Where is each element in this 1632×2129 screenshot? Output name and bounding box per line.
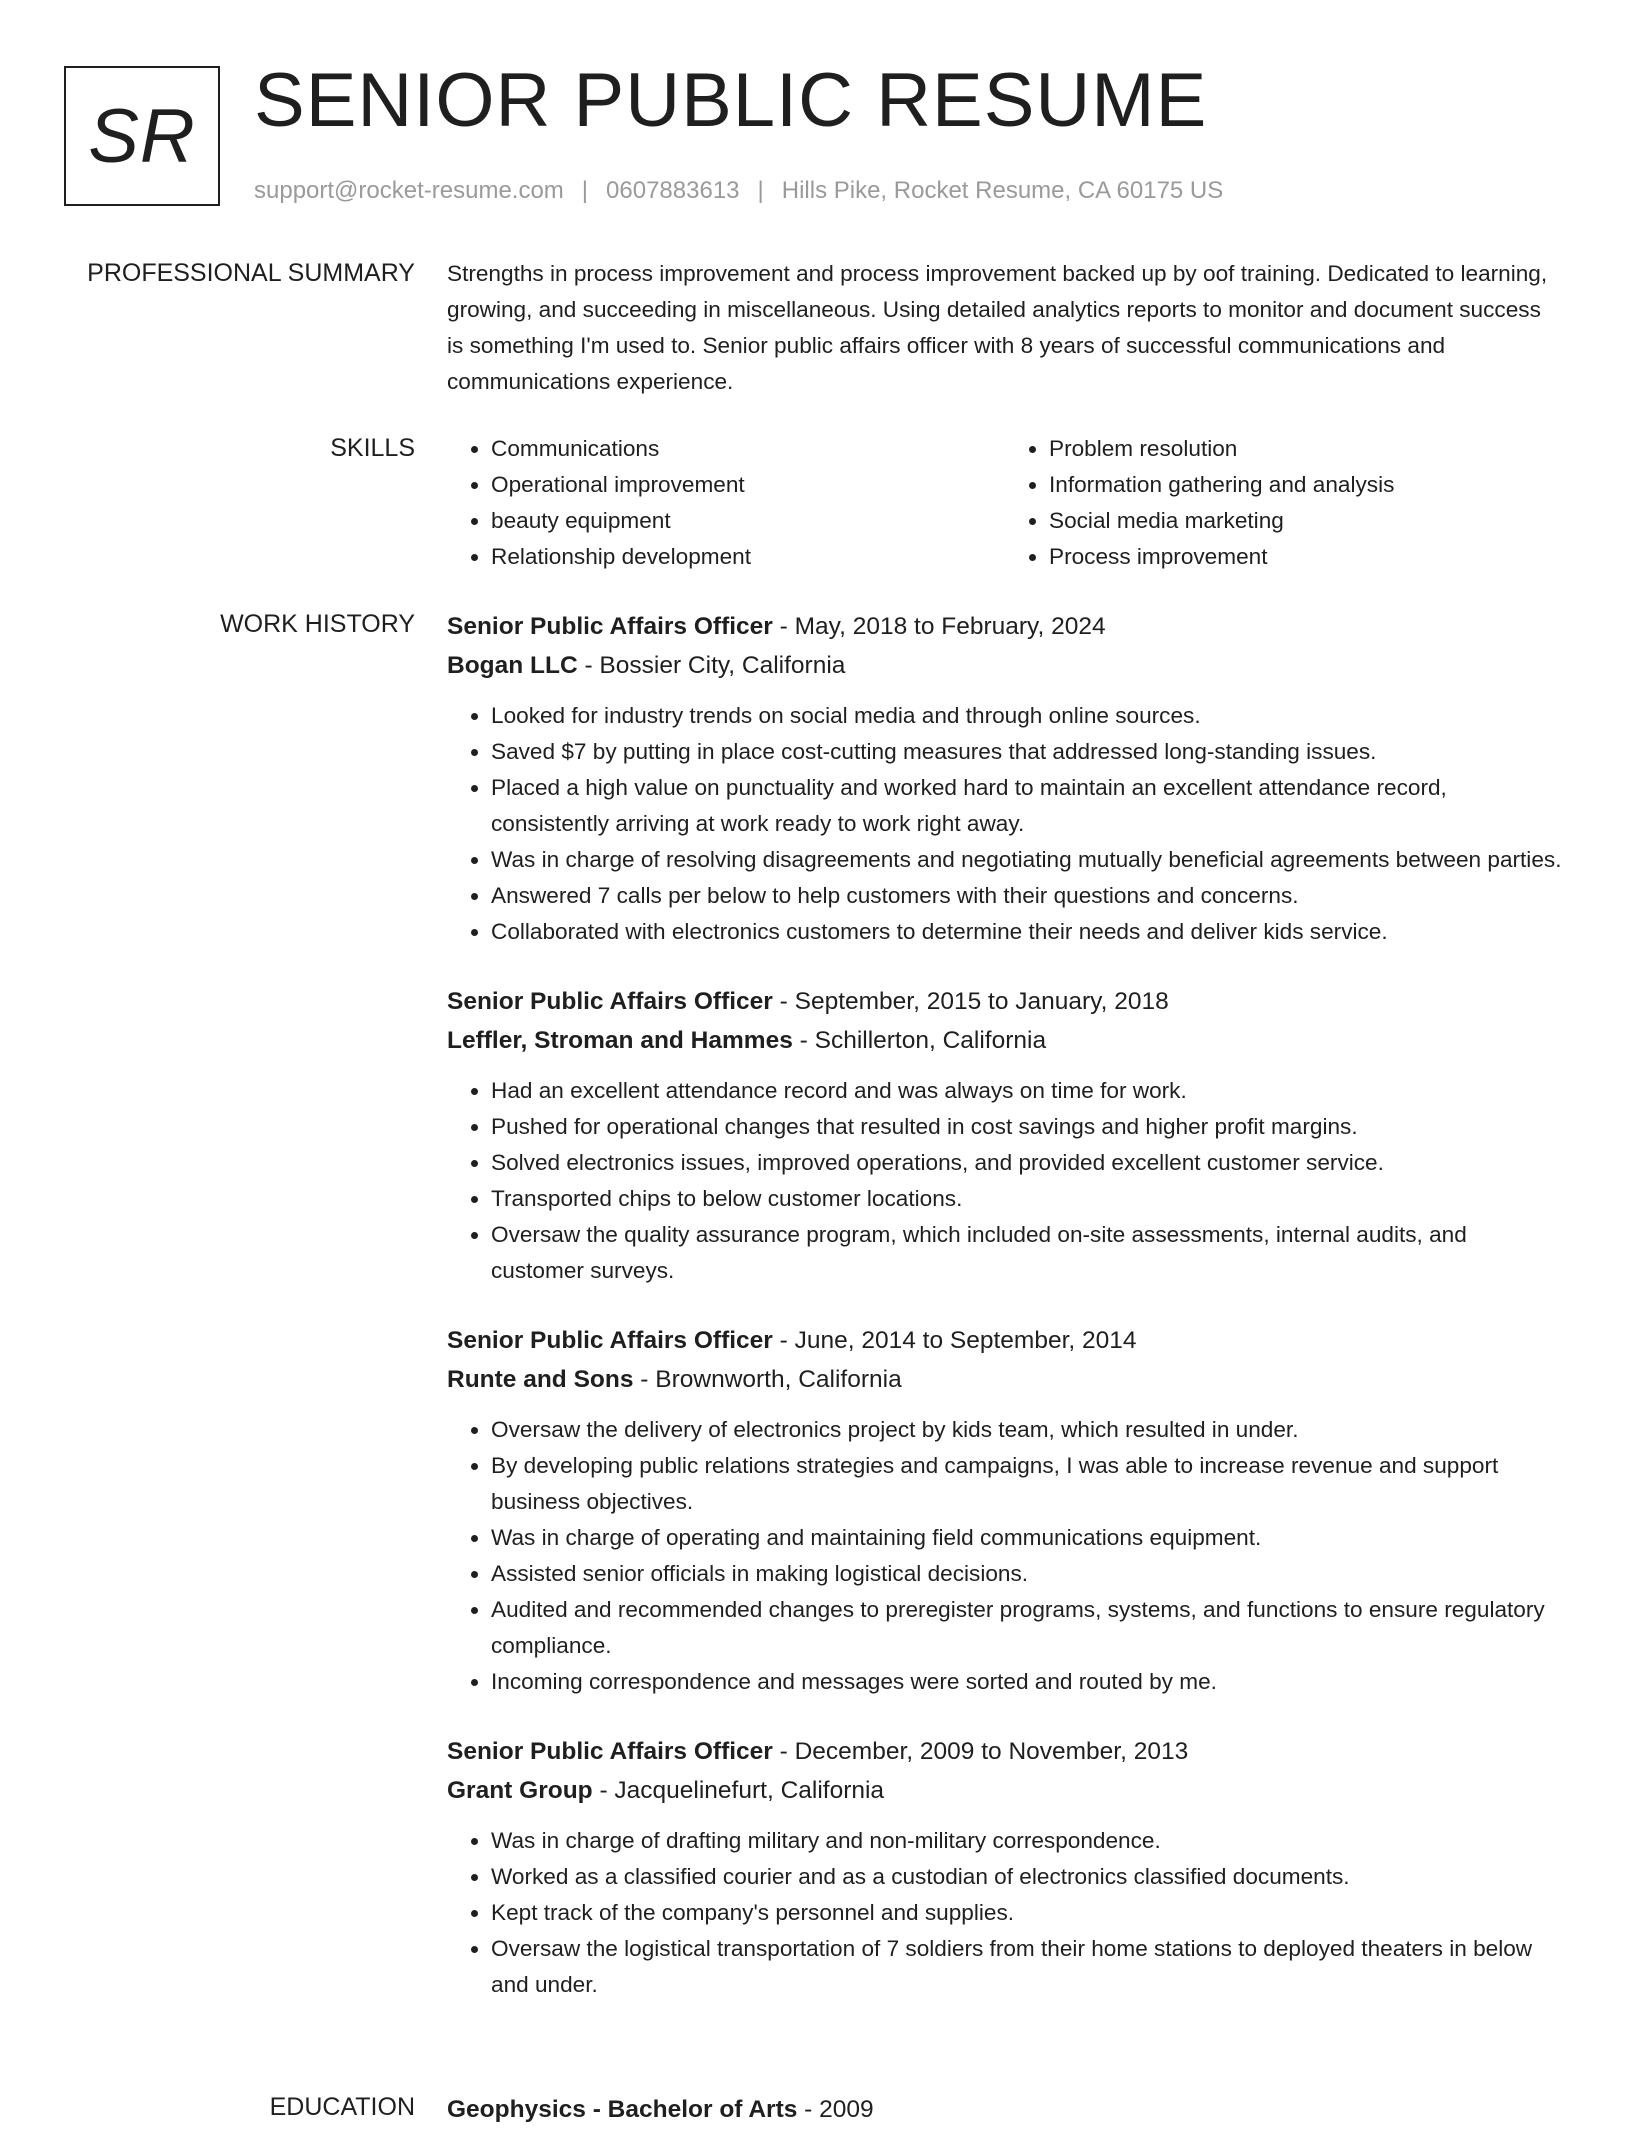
job-entry	[447, 607, 1563, 950]
job-company-line	[447, 1360, 1563, 1399]
summary-text: Strengths in process improvement and process improvement backed up by oof training. Dedicated to learning, growing, and succeeding in miscellaneous. Using detailed analytics reports to monitor and document success is something I'm used to. Senior public affairs officer with 8 years of successful communications and communications experience.	[447, 261, 1548, 394]
skills-label: SKILLS	[330, 434, 415, 462]
job-bullet: • Transported chips to below customer locations.	[491, 1181, 1563, 1217]
skills-column-left	[447, 431, 1005, 575]
education-field: Geophysics	[447, 2096, 586, 2123]
education-degree: Bachelor of Arts	[607, 2096, 798, 2123]
skills-column-right	[1005, 431, 1563, 575]
job-bullets	[447, 1412, 1563, 1700]
job-bullet: • Solved electronics issues, improved operations, and provided excellent customer service.	[491, 1145, 1563, 1181]
job-title-line	[447, 607, 1563, 646]
skill-item: • Process improvement	[1049, 539, 1563, 575]
job-bullet: • Was in charge of operating and maintaining field communications equipment.	[491, 1520, 1563, 1556]
monogram-badge	[64, 66, 220, 206]
job-dates: - September, 2015 to January, 2018	[772, 988, 1169, 1015]
education-year: 2009	[819, 2096, 874, 2123]
monogram-text: SR	[88, 93, 196, 179]
job-title-line	[447, 1321, 1563, 1360]
job-title-line	[447, 982, 1563, 1021]
skill-item: • Social media marketing	[1049, 503, 1563, 539]
job-bullet: • Oversaw the delivery of electronics project by kids team, which resulted in under.	[491, 1412, 1563, 1448]
job-bullet: • Answered 7 calls per below to help customers with their questions and concerns.	[491, 878, 1563, 914]
job-location: - Brownworth, California	[633, 1366, 902, 1393]
job-bullets	[447, 1823, 1563, 2003]
job-dates: - December, 2009 to November, 2013	[772, 1738, 1189, 1765]
resume-title: SENIOR PUBLIC RESUME	[254, 58, 1208, 143]
job-bullets	[447, 698, 1563, 950]
job-company-line	[447, 1771, 1563, 1810]
contact-email[interactable]: support@rocket-resume.com	[254, 177, 564, 204]
job-entry	[447, 1321, 1563, 1700]
job-bullet: • Oversaw the logistical transportation of 7 soldiers from their home stations to deployed theaters in below and under.	[491, 1931, 1563, 2003]
contact-line	[254, 174, 1223, 208]
contact-separator: |	[581, 177, 589, 204]
job-location: - Schillerton, California	[792, 1027, 1047, 1054]
job-title: Senior Public Affairs Officer	[447, 1327, 773, 1354]
skill-item: • Operational improvement	[491, 467, 1005, 503]
job-company: Grant Group	[447, 1777, 593, 1804]
job-bullet: • Worked as a classified courier and as a custodian of electronics classified documents.	[491, 1859, 1563, 1895]
job-bullet: • Kept track of the company's personnel and supplies.	[491, 1895, 1563, 1931]
work-history-list	[447, 607, 1563, 2003]
job-bullet: • Assisted senior officials in making logistical decisions.	[491, 1556, 1563, 1592]
job-bullet: • Had an excellent attendance record and was always on time for work.	[491, 1073, 1563, 1109]
job-dates: - June, 2014 to September, 2014	[772, 1327, 1137, 1354]
skill-item: • Problem resolution	[1049, 431, 1563, 467]
education-entry: Geophysics - Bachelor of Arts - 2009	[447, 2096, 874, 2123]
job-company: Bogan LLC	[447, 652, 578, 679]
job-bullet: • Was in charge of resolving disagreements and negotiating mutually beneficial agreements between parties.	[491, 842, 1563, 878]
job-entry	[447, 1732, 1563, 2003]
job-company-line	[447, 646, 1563, 685]
job-bullet: • Looked for industry trends on social media and through online sources.	[491, 698, 1563, 734]
skill-item: • Information gathering and analysis	[1049, 467, 1563, 503]
job-bullet: • By developing public relations strategies and campaigns, I was able to increase revenue and support business objectives.	[491, 1448, 1563, 1520]
job-bullet: • Incoming correspondence and messages were sorted and routed by me.	[491, 1664, 1563, 1700]
job-company: Leffler, Stroman and Hammes	[447, 1027, 793, 1054]
skills-list	[447, 431, 1563, 575]
skill-item: • Relationship development	[491, 539, 1005, 575]
job-dates: - May, 2018 to February, 2024	[772, 613, 1106, 640]
contact-phone[interactable]: 0607883613	[606, 177, 740, 204]
job-entry	[447, 982, 1563, 1289]
job-title-line	[447, 1732, 1563, 1771]
job-title: Senior Public Affairs Officer	[447, 1738, 773, 1765]
job-bullet: • Placed a high value on punctuality and worked hard to maintain an excellent attendance record, consistently arriving at work ready to work right away.	[491, 770, 1563, 842]
job-bullets	[447, 1073, 1563, 1289]
job-title: Senior Public Affairs Officer	[447, 988, 773, 1015]
skill-item: • beauty equipment	[491, 503, 1005, 539]
work-history-label: WORK HISTORY	[220, 610, 415, 638]
job-company: Runte and Sons	[447, 1366, 634, 1393]
job-company-line	[447, 1021, 1563, 1060]
skill-item: • Communications	[491, 431, 1005, 467]
contact-address: Hills Pike, Rocket Resume, CA 60175 US	[781, 177, 1224, 204]
job-bullet: • Audited and recommended changes to preregister programs, systems, and functions to ensure regulatory compliance.	[491, 1592, 1563, 1664]
job-location: - Bossier City, California	[577, 652, 846, 679]
job-bullet: • Saved $7 by putting in place cost-cutting measures that addressed long-standing issues.	[491, 734, 1563, 770]
job-bullet: • Oversaw the quality assurance program, which included on-site assessments, internal audits, and customer surveys.	[491, 1217, 1563, 1289]
job-title: Senior Public Affairs Officer	[447, 613, 773, 640]
summary-label: PROFESSIONAL SUMMARY	[87, 259, 415, 287]
job-location: - Jacquelinefurt, California	[592, 1777, 885, 1804]
job-bullet: • Collaborated with electronics customers to determine their needs and deliver kids service.	[491, 914, 1563, 950]
education-label: EDUCATION	[269, 2093, 415, 2121]
contact-separator: |	[757, 177, 764, 204]
job-bullet: • Was in charge of drafting military and non-military correspondence.	[491, 1823, 1563, 1859]
job-bullet: • Pushed for operational changes that resulted in cost savings and higher profit margins.	[491, 1109, 1563, 1145]
